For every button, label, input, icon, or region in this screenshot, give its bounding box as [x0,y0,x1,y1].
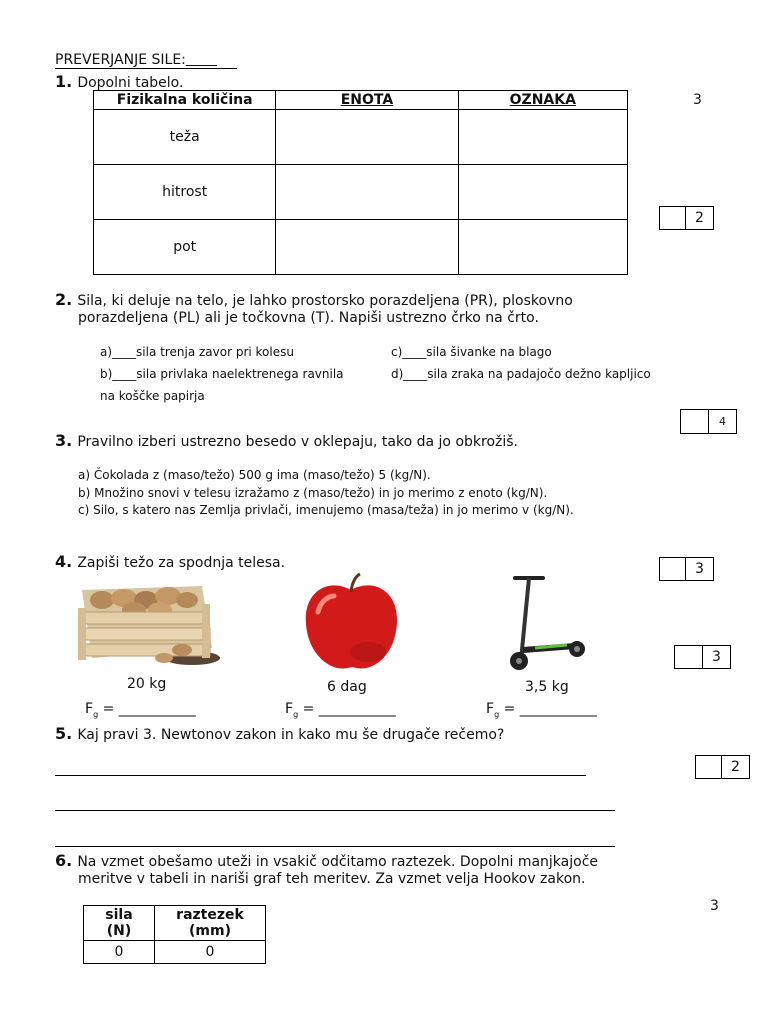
question-text: Sila, ki deluje na telo, je lahko prostorsko porazdeljena (PR), ploskovno [77,293,573,309]
hooke-table [83,905,266,964]
answer-line[interactable] [55,810,615,811]
answer-cell[interactable] [458,220,627,275]
mass-label: 6 dag [327,679,367,695]
answer-line[interactable] [55,775,586,776]
mass-label: 3,5 kg [525,679,569,695]
question-1 [55,72,183,91]
score-box [695,755,750,779]
score-empty-cell[interactable] [659,206,686,230]
weight-answer[interactable]: $F_g$ = ___________ [285,701,396,719]
row-label: teža [94,110,276,165]
points-label: 3 [693,92,702,108]
question-text-line2: meritve v tabeli in nariši graf teh meritev. Za vzmet velja Hookov zakon. [78,871,586,887]
question-text: Na vzmet obešamo uteži in vsakič odčitamo raztezek. Dopolni manjkajoče [77,854,599,870]
answer-cell[interactable] [458,165,627,220]
potato-crate-image [72,578,222,670]
header-extension: raztezek (mm) [155,906,266,941]
statement-c: c) Silo, s katero nas Zemlja privlači, imenujemo (masa/teža) in jo merimo v (kg/N). [78,503,574,517]
mass-label: 20 kg [127,676,167,692]
score-empty-cell[interactable] [695,755,722,779]
question-number: 2. [55,290,73,309]
question-text: Dopolni tabelo. [77,75,184,91]
question-5 [55,724,504,743]
question-text: Pravilno izberi ustrezno besedo v oklepaju, tako da jo obkrožiš. [77,434,519,450]
header-quantity: Fizikalna količina [94,91,276,110]
weight-answer[interactable]: $F_g$ = ___________ [486,701,597,719]
question-text-line2: porazdeljena (PL) ali je točkovna (T). Napiši ustrezno črko na črto. [78,310,539,326]
header-force: sila (N) [84,906,155,941]
score-box [659,206,714,230]
option-b-continued: na koščke papirja [100,389,205,403]
quantity-table [93,90,628,275]
option-d: d)____sila zraka na padajočo dežno kapljico [391,367,651,381]
question-number: 3. [55,431,73,450]
question-3 [55,431,518,450]
question-6 [55,851,598,870]
question-2 [55,290,573,309]
question-4 [55,552,285,571]
row-label: hitrost [94,165,276,220]
score-value: 2 [722,755,750,779]
statement-b: b) Množino snovi v telesu izražamo z (maso/težo) in jo merimo z enoto (kg/N). [78,486,548,500]
force-value[interactable]: 0 [84,941,155,964]
statement-a: a) Čokolada z (maso/težo) 500 g ima (maso/težo) 5 (kg/N). [78,468,431,482]
scooter-image [505,572,595,676]
score-box [659,557,714,581]
question-text: Zapiši težo za spodnja telesa. [77,555,286,571]
score-value: 2 [686,206,714,230]
apple-image [298,572,404,676]
answer-cell[interactable] [276,220,458,275]
option-a: a)____sila trenja zavor pri kolesu [100,345,294,359]
header-unit: ENOTA [276,91,458,110]
option-b: b)____sila privlaka naelektrenega ravnila [100,367,344,381]
score-empty-cell[interactable] [680,409,709,434]
question-text: Kaj pravi 3. Newtonov zakon in kako mu še drugače rečemo? [77,727,505,743]
score-value: 3 [686,557,714,581]
score-box [674,645,731,669]
score-value: 3 [703,645,731,669]
question-number: 5. [55,724,73,743]
score-value: 4 [709,409,737,434]
option-c: c)____sila šivanke na blago [391,345,552,359]
question-number: 6. [55,851,73,870]
row-label: pot [94,220,276,275]
score-box [680,409,737,434]
header-symbol: OZNAKA [458,91,627,110]
answer-cell[interactable] [276,110,458,165]
question-number: 4. [55,552,73,571]
extension-value[interactable]: 0 [155,941,266,964]
weight-answer[interactable]: $F_g$ = ___________ [85,701,196,719]
answer-line[interactable] [55,846,615,847]
score-empty-cell[interactable] [659,557,686,581]
question-number: 1. [55,72,73,91]
score-empty-cell[interactable] [674,645,703,669]
points-label: 3 [710,898,719,914]
answer-cell[interactable] [458,110,627,165]
worksheet-title: PREVERJANJE SILE: [55,52,186,68]
title-underline [55,68,237,69]
answer-cell[interactable] [276,165,458,220]
